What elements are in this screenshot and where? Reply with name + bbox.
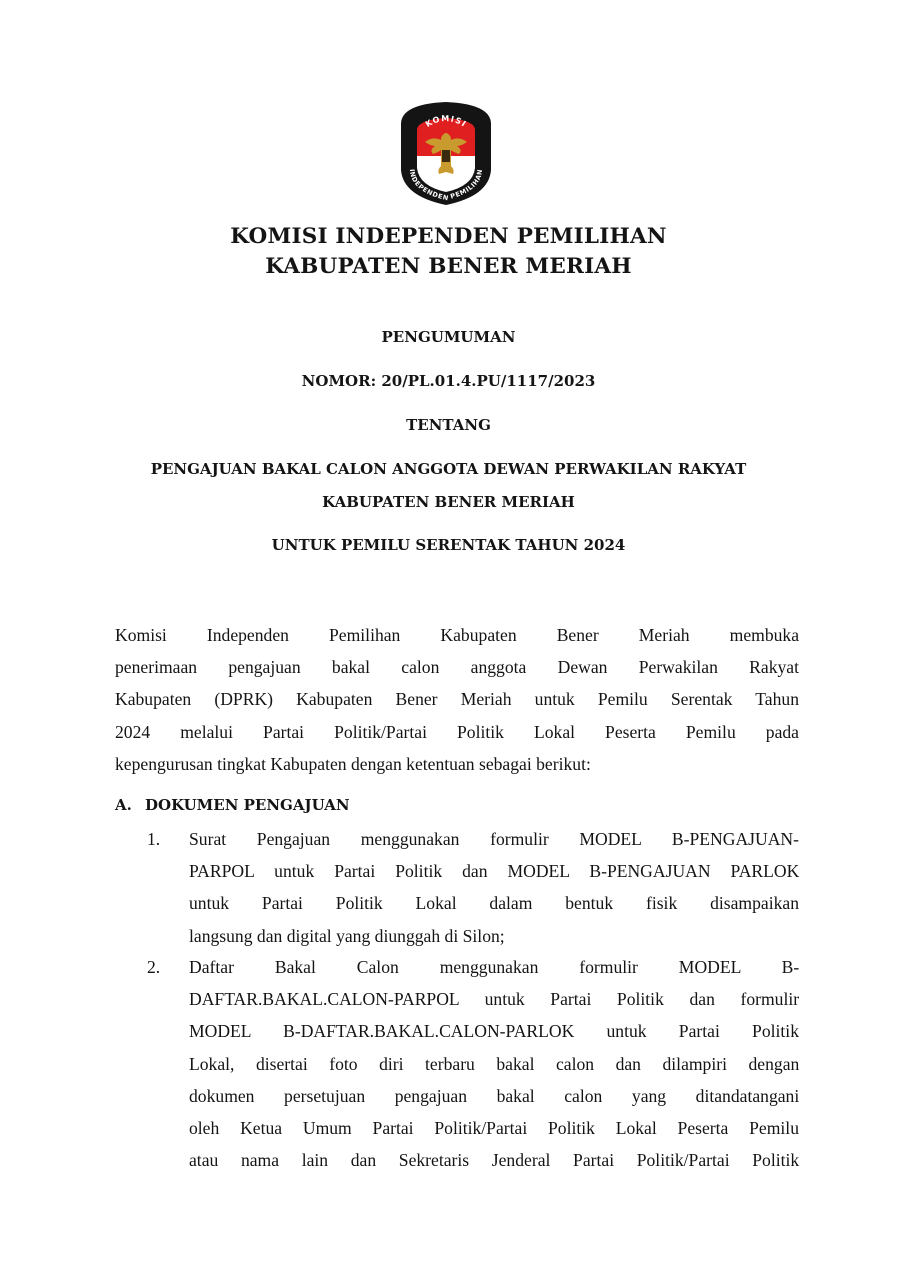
list-item-text [189, 823, 799, 952]
list-item-number: 2. [147, 957, 161, 977]
section-letter: A. [115, 796, 132, 814]
item-line: atau nama lain dan Sekretaris Jenderal Partai Politik/Partai Politik [189, 1150, 800, 1171]
item-line: Surat Pengajuan menggunakan formulir MODEL B-PENGAJUAN- [189, 829, 799, 849]
intro-line: kepengurusan tingkat Kabupaten dengan ketentuan sebagai berikut: [115, 753, 591, 774]
item-line: PARPOL untuk Partai Politik dan MODEL B-PENGAJUAN PARLOK [189, 861, 800, 882]
item-line: oleh Ketua Umum Partai Politik/Partai Politik Lokal Peserta Pemilu [189, 1117, 799, 1138]
intro-line: 2024 melalui Partai Politik/Partai Politik Lokal Peserta Pemilu pada [115, 721, 799, 742]
intro-line: Komisi Independen Pemilihan Kabupaten Bener Meriah membuka [115, 625, 800, 645]
announcement-about: TENTANG [406, 416, 491, 434]
logo-top-text: KOMISI [423, 114, 469, 130]
intro-line: Kabupaten (DPRK) Kabupaten Bener Meriah untuk Pemilu Serentak Tahun [115, 689, 799, 710]
announcement-subject-line2: KABUPATEN BENER MERIAH [322, 493, 575, 511]
intro-paragraph [115, 619, 799, 780]
item-line: MODEL B-DAFTAR.BAKAL.CALON-PARLOK untuk Partai Politik [189, 1021, 799, 1042]
item-line: DAFTAR.BAKAL.CALON-PARPOL untuk Partai Politik dan formulir [189, 989, 800, 1010]
announcement-subject-line1: PENGAJUAN BAKAL CALON ANGGOTA DEWAN PERWAKILAN RAKYAT [150, 460, 747, 478]
logo-ring-text: INDEPENDEN PEMILIHAN [407, 168, 485, 203]
intro-line: penerimaan pengajuan bakal calon anggota Dewan Perwakilan Rakyat [115, 657, 799, 678]
announcement-type: PENGUMUMAN [381, 328, 516, 346]
list-item-text [189, 951, 799, 1176]
item-line: Lokal, disertai foto diri terbaru bakal calon dan dilampiri dengan [189, 1053, 800, 1074]
item-line: Daftar Bakal Calon menggunakan formulir MODEL B- [189, 957, 800, 977]
institution-name-line2: KABUPATEN BENER MERIAH [265, 254, 632, 279]
announcement-number: NOMOR: 20/PL.01.4.PU/1117/2023 [301, 372, 596, 390]
announcement-subject-line3: UNTUK PEMILU SERENTAK TAHUN 2024 [271, 536, 626, 554]
section-a-heading [115, 796, 350, 814]
section-title: DOKUMEN PENGAJUAN [145, 796, 350, 814]
list-item-number: 1. [147, 829, 161, 849]
item-line: dokumen persetujuan pengajuan bakal calon yang ditandatangani [189, 1085, 800, 1106]
item-line: langsung dan digital yang diunggah di Silon; [189, 925, 505, 946]
kip-logo [397, 100, 495, 206]
item-line: untuk Partai Politik Lokal dalam bentuk fisik disampaikan [189, 893, 799, 914]
institution-name-line1: KOMISI INDEPENDEN PEMILIHAN [230, 224, 667, 249]
